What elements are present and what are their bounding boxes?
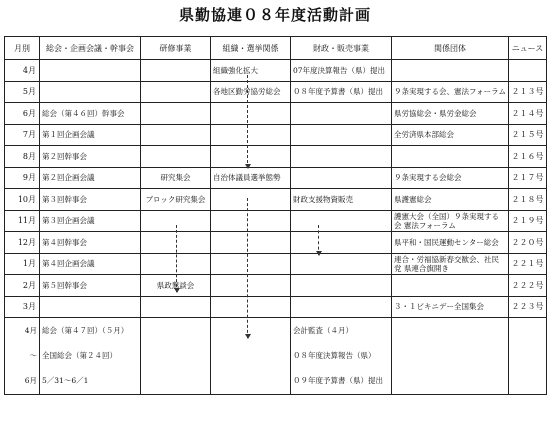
news-cell: ２１６号 <box>509 146 547 168</box>
training-cell <box>141 296 211 318</box>
month-cell: 7月 <box>5 124 40 146</box>
meetings-cell <box>40 296 141 318</box>
news-cell: ２１５号 <box>509 124 547 146</box>
meetings-cell: 第３回企画会議 <box>40 210 141 232</box>
meetings-cell: 第４回幹事会 <box>40 232 141 254</box>
meetings-cell: 第４回企画会議 <box>40 253 141 275</box>
finance-cell <box>291 146 392 168</box>
organization-cell <box>211 210 291 232</box>
news-cell: ２１３号 <box>509 81 547 103</box>
month-cell: 5月 <box>5 81 40 103</box>
finance-cell <box>291 318 392 395</box>
finance-cell: 07年度決算報告（県）提出 <box>291 60 392 82</box>
related-groups-cell: 県労協総会・県労金総会 <box>392 103 509 125</box>
training-cell: 研究集会 <box>141 167 211 189</box>
page-title: 県勤協連０８年度活動計画 <box>178 6 371 24</box>
header-month: 月別 <box>5 37 40 60</box>
month-cell-line: 4月 <box>24 326 37 335</box>
month-cell: 6月 <box>5 103 40 125</box>
table-row <box>5 146 547 168</box>
meetings-cell-line: 総会（第４７回）（５月） <box>42 326 129 335</box>
organization-cell: 自治体議員選挙態勢 <box>211 167 291 189</box>
meetings-cell <box>40 81 141 103</box>
table-row <box>5 232 547 254</box>
related-groups-cell <box>392 60 509 82</box>
news-cell: ２２１号 <box>509 253 547 275</box>
month-cell <box>5 318 40 395</box>
finance-cell <box>291 167 392 189</box>
finance-cell <box>291 232 392 254</box>
news-cell: ２１４号 <box>509 103 547 125</box>
table-row <box>5 318 547 395</box>
finance-cell: ０８年度予算書（県）提出 <box>291 81 392 103</box>
finance-cell <box>291 275 392 297</box>
news-cell: ２１８号 <box>509 189 547 211</box>
month-cell: 8月 <box>5 146 40 168</box>
news-cell: ２２２号 <box>509 275 547 297</box>
training-cell <box>141 318 211 395</box>
month-cell: 9月 <box>5 167 40 189</box>
table-row <box>5 189 547 211</box>
organization-arrow <box>247 75 248 168</box>
meetings-cell: 総会（第４６回）幹事会 <box>40 103 141 125</box>
training-cell: ブロック研究集会 <box>141 189 211 211</box>
organization-cell: 各地区勤労協労総会 <box>211 81 291 103</box>
table-row <box>5 124 547 146</box>
header-news: ニュース <box>509 37 547 60</box>
related-groups-cell: 県平和・国民運動センター総会 <box>392 232 509 254</box>
table-row <box>5 253 547 275</box>
organization-cell <box>211 103 291 125</box>
table-row <box>5 210 547 232</box>
finance-cell <box>291 210 392 232</box>
related-groups-cell <box>392 275 509 297</box>
finance-cell <box>291 296 392 318</box>
training-cell <box>141 103 211 125</box>
meetings-cell <box>40 60 141 82</box>
meetings-cell: 第５回幹事会 <box>40 275 141 297</box>
activity-plan-table <box>4 36 547 395</box>
finance-cell-line: 会計監査（４月） <box>293 326 353 335</box>
header-related-groups: 関係団体 <box>392 37 509 60</box>
table-row <box>5 296 547 318</box>
organization-cell <box>211 253 291 275</box>
related-groups-cell: 県護憲総会 <box>392 189 509 211</box>
training-arrow <box>176 225 177 292</box>
header-meetings: 総会・企画会議・幹事会 <box>40 37 141 60</box>
month-cell: 10月 <box>5 189 40 211</box>
organization-cell <box>211 189 291 211</box>
organization-cell: 組織強化拡大 <box>211 60 291 82</box>
related-groups-cell <box>392 318 509 395</box>
meetings-cell: 第２回幹事会 <box>40 146 141 168</box>
training-cell: 県政懇談会 <box>141 275 211 297</box>
finance-cell <box>291 103 392 125</box>
finance-cell <box>291 124 392 146</box>
related-groups-cell: ９条実現する会総会 <box>392 167 509 189</box>
news-cell: ２１９号 <box>509 210 547 232</box>
news-cell <box>509 318 547 395</box>
organization-cell <box>211 232 291 254</box>
organization-cell <box>211 275 291 297</box>
related-groups-cell: 全労済県本部総会 <box>392 124 509 146</box>
month-cell: 3月 <box>5 296 40 318</box>
table-row <box>5 103 547 125</box>
header-training: 研修事業 <box>141 37 211 60</box>
table-row <box>5 60 547 82</box>
training-cell <box>141 146 211 168</box>
training-cell <box>141 124 211 146</box>
news-cell: ２１７号 <box>509 167 547 189</box>
month-cell: 2月 <box>5 275 40 297</box>
month-cell-line: ～ <box>29 351 37 360</box>
finance-cell <box>291 253 392 275</box>
finance-cell-line: ０８年度決算報告（県） <box>293 351 376 360</box>
news-cell: ２２３号 <box>509 296 547 318</box>
election-arrow <box>247 198 248 338</box>
meetings-cell-line: 5／31～6／1 <box>42 376 89 385</box>
organization-cell <box>211 124 291 146</box>
header-row <box>5 37 547 60</box>
meetings-cell-line: 全国総会（第２４回） <box>42 351 117 360</box>
month-cell: 4月 <box>5 60 40 82</box>
organization-cell <box>211 146 291 168</box>
month-cell: 11月 <box>5 210 40 232</box>
header-finance: 財政・販売事業 <box>291 37 392 60</box>
table-row <box>5 167 547 189</box>
organization-cell <box>211 296 291 318</box>
related-groups-cell: ９条実現する会、憲法フォーラム <box>392 81 509 103</box>
organization-cell <box>211 318 291 395</box>
related-groups-cell <box>392 146 509 168</box>
month-cell: 12月 <box>5 232 40 254</box>
meetings-cell: 第２回企画会議 <box>40 167 141 189</box>
training-cell <box>141 81 211 103</box>
sales-arrow <box>318 225 319 255</box>
related-groups-cell: ３・１ビキニデー全国集会 <box>392 296 509 318</box>
meetings-cell: 第３回幹事会 <box>40 189 141 211</box>
finance-cell: 財政支援物資販売 <box>291 189 392 211</box>
meetings-cell: 第１回企画会議 <box>40 124 141 146</box>
month-cell-line: 6月 <box>24 376 37 385</box>
meetings-cell <box>40 318 141 395</box>
table-row <box>5 81 547 103</box>
header-organization: 組織・選挙関係 <box>211 37 291 60</box>
finance-cell-line: ０９年度予算書（県）提出 <box>293 376 383 385</box>
news-cell <box>509 60 547 82</box>
news-cell: ２２０号 <box>509 232 547 254</box>
related-groups-cell: 連合・労福協新春交歓会、社民党 県連合旗開き <box>392 253 509 275</box>
training-cell <box>141 60 211 82</box>
related-groups-cell: 護憲大会（全国）９条実現する会 憲法フォーラム <box>392 210 509 232</box>
month-cell: 1月 <box>5 253 40 275</box>
table-row <box>5 275 547 297</box>
